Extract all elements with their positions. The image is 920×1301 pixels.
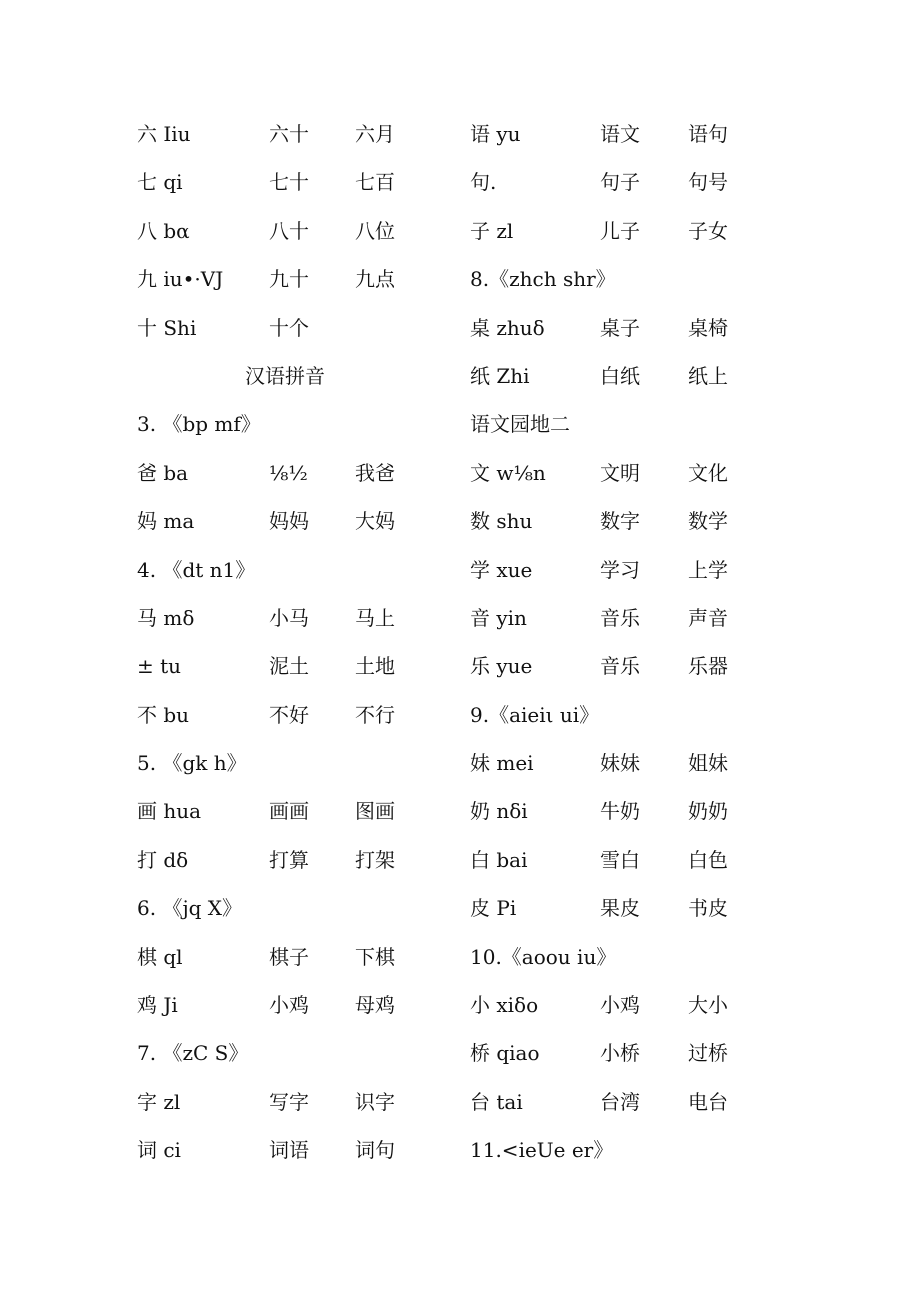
char-pinyin: 打 dδ bbox=[137, 847, 189, 872]
vocab-row bbox=[470, 112, 770, 160]
vocab-row bbox=[137, 112, 437, 160]
char-pinyin: 奶 nδi bbox=[470, 799, 528, 824]
section-heading bbox=[470, 402, 770, 450]
vocab-row bbox=[137, 596, 437, 644]
section-heading bbox=[137, 1031, 437, 1079]
char-pinyin: 字 zl bbox=[137, 1089, 181, 1114]
char-pinyin: 乐 yue bbox=[470, 654, 533, 679]
word-1: 泥土 bbox=[269, 654, 309, 679]
word-2: 过桥 bbox=[688, 1041, 728, 1066]
word-2: 我爸 bbox=[355, 460, 395, 485]
word-1: 音乐 bbox=[600, 654, 640, 679]
word-2: 电台 bbox=[688, 1089, 728, 1114]
word-2: 大小 bbox=[688, 993, 728, 1018]
word-1: 十个 bbox=[269, 315, 309, 340]
section-heading bbox=[470, 693, 770, 741]
section-heading bbox=[137, 886, 437, 934]
char-pinyin: 六 Iiu bbox=[137, 122, 191, 146]
vocab-row bbox=[137, 693, 437, 741]
char-pinyin: 爸 ba bbox=[137, 460, 189, 485]
word-1: 语文 bbox=[600, 122, 640, 146]
char-pinyin: 马 mδ bbox=[137, 605, 195, 630]
word-1: 八十 bbox=[269, 218, 309, 243]
vocab-row bbox=[137, 499, 437, 547]
vocab-row bbox=[470, 1031, 770, 1079]
section-heading-text: 8.《zhch shr》 bbox=[470, 267, 616, 292]
char-pinyin: 十 Shi bbox=[137, 315, 197, 340]
char-pinyin: 子 zl bbox=[470, 218, 514, 243]
char-pinyin: 纸 Zhi bbox=[470, 363, 530, 388]
right-column bbox=[470, 112, 770, 1177]
vocab-row bbox=[137, 789, 437, 837]
section-heading-text: 3. 《bp mf》 bbox=[137, 412, 261, 437]
vocab-row bbox=[470, 741, 770, 789]
word-2: 马上 bbox=[355, 605, 395, 630]
vocab-row bbox=[470, 1080, 770, 1128]
word-1: 小鸡 bbox=[269, 993, 309, 1018]
char-pinyin: 鸡 Ji bbox=[137, 993, 178, 1018]
word-2: 八位 bbox=[355, 218, 395, 243]
vocab-row bbox=[470, 644, 770, 692]
word-1: 打算 bbox=[269, 847, 309, 872]
vocab-row bbox=[137, 644, 437, 692]
word-1: 白纸 bbox=[600, 363, 640, 388]
word-2: 母鸡 bbox=[355, 993, 395, 1018]
word-1: 写字 bbox=[269, 1089, 309, 1114]
section-heading bbox=[137, 741, 437, 789]
vocab-row bbox=[137, 935, 437, 983]
word-2: 六月 bbox=[355, 122, 395, 146]
char-pinyin: 文 w⅛n bbox=[470, 460, 546, 485]
word-1: 音乐 bbox=[600, 605, 640, 630]
char-pinyin: 不 bu bbox=[137, 702, 190, 727]
word-2: 乐器 bbox=[688, 654, 728, 679]
word-1: 棋子 bbox=[269, 944, 309, 969]
vocab-row bbox=[137, 160, 437, 208]
word-1: 文明 bbox=[600, 460, 640, 485]
word-1: 妈妈 bbox=[269, 509, 309, 534]
word-2: 下棋 bbox=[355, 944, 395, 969]
word-1: 小鸡 bbox=[600, 993, 640, 1018]
word-2: 土地 bbox=[355, 654, 395, 679]
section-heading-text: 9.《aieiι ui》 bbox=[470, 702, 600, 727]
section-heading-text: 11.<ieUe er》 bbox=[470, 1138, 614, 1163]
word-1: 雪白 bbox=[600, 847, 640, 872]
char-pinyin: 词 ci bbox=[137, 1138, 181, 1163]
char-pinyin: 八 bα bbox=[137, 218, 190, 243]
vocab-row bbox=[137, 209, 437, 257]
word-2: 子女 bbox=[688, 218, 728, 243]
section-heading-text: 4. 《dt n1》 bbox=[137, 557, 256, 582]
word-1: 妹妹 bbox=[600, 751, 640, 776]
section-heading-text: 10.《aoou iu》 bbox=[470, 944, 617, 969]
word-1: 小马 bbox=[269, 605, 309, 630]
section-heading bbox=[137, 548, 437, 596]
char-pinyin: 九 iu•·VJ bbox=[137, 267, 224, 292]
char-pinyin: ± tu bbox=[137, 654, 182, 679]
section-heading-text: 7. 《zC S》 bbox=[137, 1041, 249, 1066]
vocab-row bbox=[470, 789, 770, 837]
vocab-row bbox=[470, 548, 770, 596]
word-1: 不好 bbox=[269, 702, 309, 727]
word-1: 桌子 bbox=[600, 315, 640, 340]
word-2: 语句 bbox=[688, 122, 728, 146]
word-2: 七百 bbox=[355, 170, 395, 195]
vocab-row bbox=[137, 306, 437, 354]
word-1: 果皮 bbox=[600, 896, 640, 921]
word-2: 词句 bbox=[355, 1138, 395, 1163]
word-1: 数字 bbox=[600, 509, 640, 534]
vocab-row bbox=[470, 886, 770, 934]
char-pinyin: 学 xue bbox=[470, 557, 533, 582]
vocab-row bbox=[470, 306, 770, 354]
vocab-row bbox=[470, 209, 770, 257]
char-pinyin: 小 xiδo bbox=[470, 993, 539, 1018]
word-2: 文化 bbox=[688, 460, 728, 485]
vocab-row bbox=[470, 838, 770, 886]
word-2: 九点 bbox=[355, 267, 395, 292]
word-1: 学习 bbox=[600, 557, 640, 582]
vocab-row bbox=[137, 838, 437, 886]
vocab-row bbox=[470, 983, 770, 1031]
word-2: 纸上 bbox=[688, 363, 728, 388]
vocab-row bbox=[137, 451, 437, 499]
word-2: 大妈 bbox=[355, 509, 395, 534]
vocab-row bbox=[470, 596, 770, 644]
word-1: 九十 bbox=[269, 267, 309, 292]
word-1: ⅛½ bbox=[269, 460, 308, 485]
section-heading bbox=[470, 935, 770, 983]
char-pinyin: 白 bai bbox=[470, 847, 528, 872]
word-1: 六十 bbox=[269, 122, 309, 146]
word-1: 七十 bbox=[269, 170, 309, 195]
vocab-row bbox=[470, 160, 770, 208]
char-pinyin: 音 yin bbox=[470, 605, 527, 630]
char-pinyin: 妈 ma bbox=[137, 509, 195, 534]
vocab-row bbox=[137, 257, 437, 305]
word-2: 识字 bbox=[355, 1089, 395, 1114]
word-1: 画画 bbox=[269, 799, 309, 824]
section-heading bbox=[470, 257, 770, 305]
word-1: 词语 bbox=[269, 1138, 309, 1163]
char-pinyin: 妹 mei bbox=[470, 751, 534, 776]
word-2: 桌椅 bbox=[688, 315, 728, 340]
word-1: 小桥 bbox=[600, 1041, 640, 1066]
left-column bbox=[137, 112, 437, 1177]
vocab-row bbox=[137, 983, 437, 1031]
word-2: 图画 bbox=[355, 799, 395, 824]
char-pinyin: 皮 Pi bbox=[470, 896, 517, 921]
vocab-row bbox=[137, 1128, 437, 1176]
section-heading-text: 5. 《gk h》 bbox=[137, 751, 247, 776]
char-pinyin: 台 tai bbox=[470, 1089, 523, 1114]
section-heading-text: 语文园地二 bbox=[470, 412, 570, 437]
char-pinyin: 数 shu bbox=[470, 509, 533, 534]
char-pinyin: 句. bbox=[470, 170, 497, 195]
vocab-row bbox=[137, 1080, 437, 1128]
word-2: 声音 bbox=[688, 605, 728, 630]
char-pinyin: 七 qi bbox=[137, 170, 183, 195]
vocab-row bbox=[470, 451, 770, 499]
char-pinyin: 语 yu bbox=[470, 122, 521, 146]
word-2: 打架 bbox=[355, 847, 395, 872]
vocab-row bbox=[470, 354, 770, 402]
word-2: 奶奶 bbox=[688, 799, 728, 824]
word-2: 姐妹 bbox=[688, 751, 728, 776]
word-2: 不行 bbox=[355, 702, 395, 727]
word-2: 数学 bbox=[688, 509, 728, 534]
word-1: 牛奶 bbox=[600, 799, 640, 824]
section-title-text: 汉语拼音 bbox=[245, 363, 325, 388]
word-1: 句子 bbox=[600, 170, 640, 195]
word-1: 儿子 bbox=[600, 218, 640, 243]
char-pinyin: 棋 ql bbox=[137, 944, 183, 969]
word-2: 上学 bbox=[688, 557, 728, 582]
section-heading bbox=[137, 402, 437, 450]
char-pinyin: 桌 zhuδ bbox=[470, 315, 545, 340]
word-1: 台湾 bbox=[600, 1089, 640, 1114]
word-2: 句号 bbox=[688, 170, 728, 195]
char-pinyin: 桥 qiao bbox=[470, 1041, 540, 1066]
section-title bbox=[137, 354, 437, 402]
word-2: 白色 bbox=[688, 847, 728, 872]
char-pinyin: 画 hua bbox=[137, 799, 202, 824]
section-heading bbox=[470, 1128, 770, 1176]
word-2: 书皮 bbox=[688, 896, 728, 921]
vocab-row bbox=[470, 499, 770, 547]
section-heading-text: 6. 《jq X》 bbox=[137, 896, 243, 921]
